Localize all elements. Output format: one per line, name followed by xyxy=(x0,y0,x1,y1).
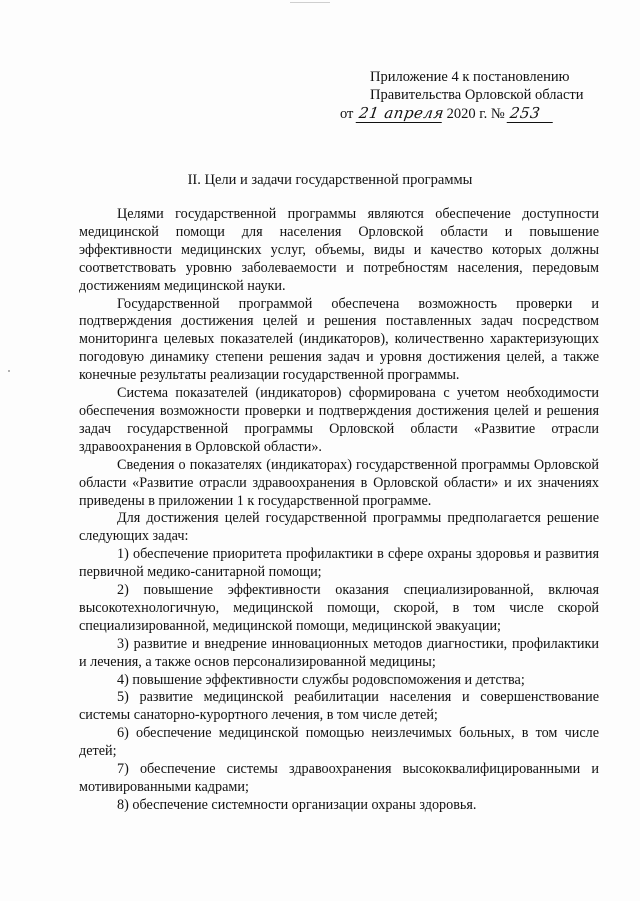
header-date-line xyxy=(340,104,590,123)
task-item: 5) развитие медицинской реабилитации населения и совершенствование системы санаторно-курортного лечения, в том числе детей; xyxy=(79,689,599,724)
header-government-line: Правительства Орловской области xyxy=(370,87,584,103)
date-year: 2020 г. № xyxy=(446,106,505,122)
task-item: 7) обеспечение системы здравоохранения высококвалифицированными и мотивированными кадрами; xyxy=(79,761,599,795)
paragraph: Целями государственной программы являются обеспечение доступности медицинской помощи для населения Орловской области и повышение эффективности медицинских услуг, объемы, виды и качество которых должны соответствовать уровню заболеваемости и потребностям населения, передовым достижениям медицинской науки. xyxy=(79,206,599,294)
paragraph: Для достижения целей государственной программы предполагается решение следующих задач: xyxy=(79,510,599,545)
scan-mark xyxy=(290,2,330,3)
section-title: II. Цели и задачи государственной программы xyxy=(187,172,473,188)
task-item: 2) повышение эффективности оказания специализированной, включая высокотехнологичную, медицинской помощи, скорой, в том числе скорой специализированной, медицинской помощи, медицинской эвакуации; xyxy=(79,582,599,634)
task-item: 1) обеспечение приоритета профилактики в сфере охраны здоровья и развития первичной медико-санитарной помощи; xyxy=(79,546,599,581)
handwritten-date: 21 апреля xyxy=(356,104,445,123)
task-item: 4) повышение эффективности службы родовспоможения и детства; xyxy=(117,671,525,688)
task-item: 8) обеспечение системности организации охраны здоровья. xyxy=(117,796,477,813)
paragraph: Сведения о показателях (индикаторах) государственной программы Орловской области «Развитие отрасли здравоохранения в Орловской области» и их значениях приведены в приложении 1 к государственной программе. xyxy=(79,456,599,509)
task-item: 3) развитие и внедрение инновационных методов диагностики, профилактики и лечения, а также основ персонализированной медицины; xyxy=(79,635,599,670)
header-appendix-line: Приложение 4 к постановлению xyxy=(370,69,570,85)
scan-speck xyxy=(8,370,10,372)
paragraph: Государственной программой обеспечена возможность проверки и подтверждения достижения целей и решения поставленных задач посредством мониторинга целевых показателей (индикаторов), количественно характеризующих погодовую динамику степени решения задач и уровня достижения целей, а также конечные результаты реализации государственной программы. xyxy=(79,295,599,384)
paragraph: Система показателей (индикаторов) сформирована с учетом необходимости обеспечения возможности проверки и подтверждения достижения целей и решения задач государственной программы Орловской области «Развитие отрасли здравоохранения в Орловской области». xyxy=(79,385,599,455)
date-prefix: от xyxy=(340,106,354,122)
document-body xyxy=(79,206,599,815)
handwritten-number: 253 xyxy=(507,104,556,123)
task-item: 6) обеспечение медицинской помощью неизлечимых больных, в том числе детей; xyxy=(79,725,599,760)
document-header xyxy=(340,68,590,123)
